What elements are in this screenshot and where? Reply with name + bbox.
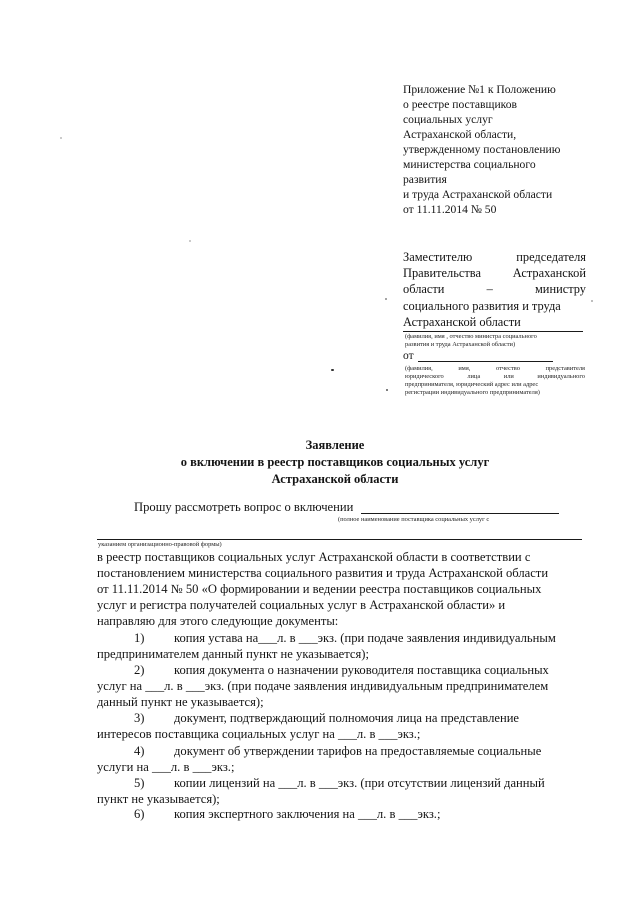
caption-word: отчество [496,365,520,372]
item-line: копии лицензий на ___л. в ___экз. (при отсутствии лицензий данный [174,776,545,790]
title-line: Заявление [305,438,365,452]
paragraph-line: постановлением министерства социального развития и труда Астраханской области [97,566,549,581]
item-line: услуги на ___л. в ___экз.; [97,760,235,775]
appendix-note [403,82,618,217]
provider-caption-1: (полное наименование поставщика социальных услуг с [338,516,490,523]
provider-caption-2: указанием организационно-правовой формы) [98,541,222,548]
caption-word: (фамилия, [405,365,433,372]
item-number: 3) [134,711,145,725]
list-item [97,806,587,822]
item-number: 6) [134,807,145,821]
caption-line [405,365,585,373]
from-label: от [403,350,414,362]
list-item [97,710,587,742]
sender-caption [405,365,585,397]
caption-word: лица [467,373,481,380]
item-line: предпринимателем данный пункт не указывается); [97,647,369,662]
addressee-word: – [486,282,493,297]
addressee-line [403,265,586,281]
addressee-block [403,249,586,330]
appendix-line: развития [403,173,447,186]
scan-speck [386,389,388,391]
item-line: пункт не указывается); [97,792,220,807]
addressee-word: области [403,282,445,297]
item-line: услуг на ___л. в ___экз. (при подаче заявления индивидуальным предпринимателем [97,679,549,694]
item-number: 4) [134,744,145,758]
intro-paragraph [97,549,583,629]
item-line: данный пункт не указывается); [97,695,264,710]
caption-line: (фамилия, имя , отчество министра социального [405,333,537,340]
paragraph-line: в реестр поставщиков социальных услуг Астраханской области в соответствии с [97,550,531,564]
item-line: интересов поставщика социальных услуг на ___л. в ___экз.; [97,727,421,742]
addressee-word: министру [534,282,586,297]
caption-word: юридического [405,373,444,380]
appendix-line: утвержденному постановлению [403,143,561,156]
appendix-line: Астраханской области, [403,128,517,141]
caption-word: имя, [458,365,471,372]
paragraph-line: от 11.11.2014 № 50 «О формировании и ведении реестра поставщиков социальных [97,582,542,597]
addressee-word: председателя [516,250,586,264]
title-line: о включении в реестр поставщиков социальных услуг [180,455,490,469]
addressee-word: Заместителю [403,250,473,264]
item-number: 5) [134,776,145,790]
paragraph-line: направляю для этого следующие документы: [97,614,339,629]
appendix-line: Приложение №1 к Положению [403,83,556,96]
addressee-line: социального развития и труда [403,298,561,313]
item-number: 1) [134,631,145,645]
paragraph-line: услуг и регистра получателей социальных услуг в Астраханской области» и [97,598,506,613]
item-line: документ, подтверждающий полномочия лица на представление [174,711,520,725]
provider-name-line [361,513,559,514]
item-line: копия устава на___л. в ___экз. (при подаче заявления индивидуальным [174,631,556,645]
item-line: копия экспертного заключения на ___л. в ___экз.; [174,807,441,821]
appendix-line: социальных услуг [403,113,493,126]
appendix-line: от 11.11.2014 № 50 [403,203,497,216]
addressee-word: Правительства [403,266,481,281]
item-line: копия документа о назначении руководителя поставщика социальных [174,663,549,677]
document-title [100,437,570,488]
caption-word: индивидуального [537,373,585,380]
item-number: 2) [134,663,145,677]
title-line: Астраханской области [271,472,399,486]
addressee-line: Астраханской области [403,314,521,329]
item-line: документ об утверждении тарифов на предоставляемые социальные [174,744,542,758]
caption-line: предпринимателя, юридический адрес или адрес [405,381,539,388]
appendix-line: о реестре поставщиков [403,98,517,111]
caption-word: или [503,373,514,380]
list-item [97,662,587,710]
request-lead: Прошу рассмотреть вопрос о включении [134,500,354,514]
appendix-line: министерства социального [403,158,536,171]
list-item [97,775,587,807]
provider-name-line-2 [97,539,582,540]
caption-line: развития и труда Астраханской области) [405,341,516,348]
caption-line [405,373,585,381]
minister-name-line [403,331,583,332]
list-item [97,743,587,775]
scan-speck [189,240,191,242]
list-item [97,630,587,662]
addressee-word: Астраханской [512,266,586,281]
addressee-line [403,249,586,265]
scan-speck [591,300,593,302]
caption-line: регистрации индивидуального предпринимателя) [405,389,540,396]
scan-speck [331,369,334,371]
caption-word: представителя [545,365,585,372]
minister-caption [405,333,587,349]
appendix-line: и труда Астраханской области [403,188,553,201]
addressee-line [403,281,586,297]
scan-speck [385,298,387,300]
from-underline [418,361,553,362]
scan-speck [60,137,62,139]
